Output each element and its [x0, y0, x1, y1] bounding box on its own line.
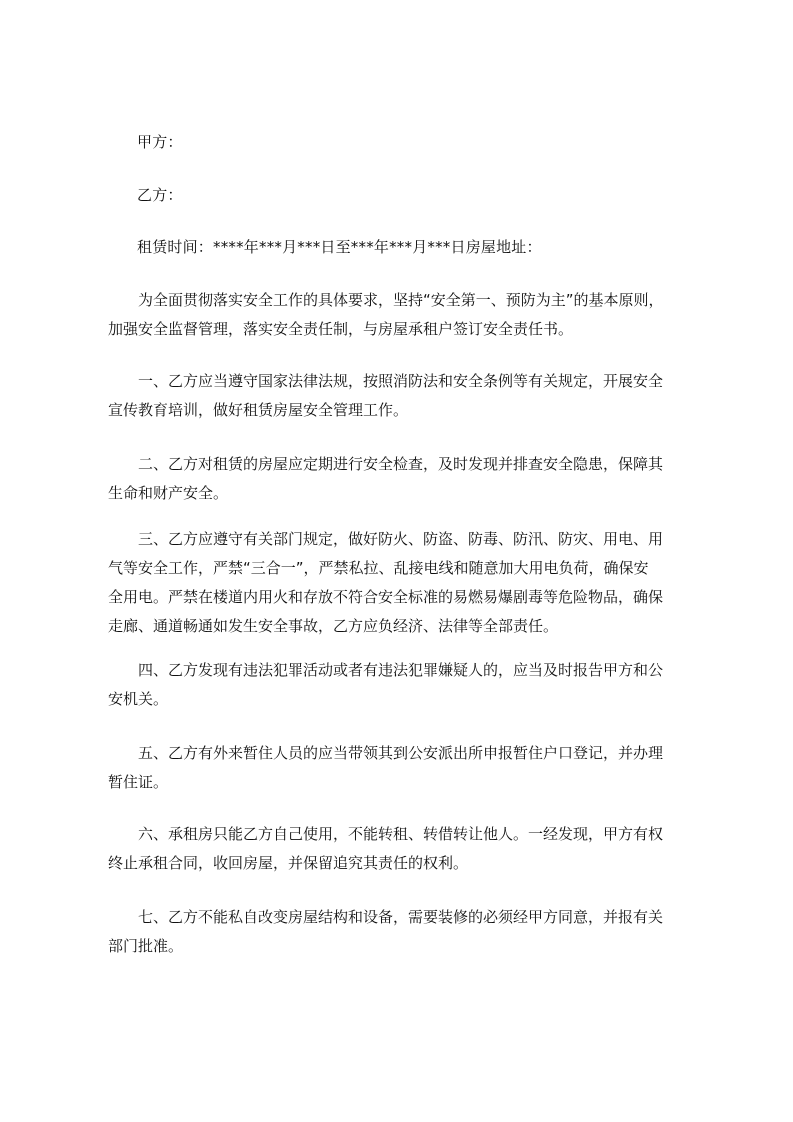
paragraph-item-6: [108, 820, 708, 878]
paragraph-line: 全用电。严禁在楼道内用火和存放不符合安全标准的易燃易爆剧毒等危险物品，确保: [108, 588, 664, 606]
paragraph-line: 气等安全工作，严禁“三合一”，严禁私拉、乱接电线和随意加大用电负荷，确保安: [108, 559, 649, 577]
paragraph-line: 五、乙方有外来暂住人员的应当带领其到公安派出所申报暂住户口登记，并办理: [138, 744, 664, 762]
paragraph-line: 为全面贯彻落实安全工作的具体要求，坚持“安全第一、预防为主”的基本原则，: [138, 291, 664, 309]
paragraph-line: 宣传教育培训，做好租赁房屋安全管理工作。: [108, 401, 409, 419]
paragraph-item-1: [108, 367, 708, 425]
paragraph-line: 一、乙方应当遵守国家法律法规，按照消防法和安全条例等有关规定，开展安全: [138, 372, 664, 390]
paragraph-line: 七、乙方不能私自改变房屋结构和设备，需要装修的必须经甲方同意，并报有关: [138, 908, 664, 926]
party-a-label: 甲方：: [137, 133, 183, 151]
party-b-label: 乙方：: [137, 186, 183, 204]
paragraph-line: 部门批准。: [108, 937, 184, 955]
paragraph-item-3: [108, 525, 708, 641]
paragraph-item-2: [108, 450, 708, 508]
paragraph-item-5: [108, 739, 708, 797]
paragraph-line: 终止承租合同，收回房屋，并保留追究其责任的权利。: [108, 854, 469, 872]
paragraph-line: 暂住证。: [108, 773, 169, 791]
paragraph-item-4: [108, 656, 708, 714]
paragraph-line: 三、乙方应遵守有关部门规定，做好防火、防盗、防毒、防汛、防灾、用电、用: [138, 530, 664, 548]
paragraph-line: 生命和财产安全。: [108, 484, 229, 502]
paragraph-line: 六、承租房只能乙方自己使用，不能转租、转借转让他人。一经发现，甲方有权: [138, 825, 664, 843]
paragraph-line: 二、乙方对租赁的房屋应定期进行安全检查，及时发现并排查安全隐患，保障其: [138, 455, 664, 473]
paragraph-line: 安机关。: [108, 690, 169, 708]
paragraph-item-7: [108, 903, 708, 961]
paragraph-line: 加强安全监督管理，落实安全责任制，与房屋承租户签订安全责任书。: [108, 320, 574, 338]
paragraph-line: 四、乙方发现有违法犯罪活动或者有违法犯罪嫌疑人的，应当及时报告甲方和公: [138, 661, 664, 679]
paragraph-intro: [108, 286, 708, 344]
paragraph-line: 走廊、通道畅通如发生安全事故，乙方应负经济、法律等全部责任。: [108, 617, 559, 635]
lease-time-line: 租赁时间：****年***月***日至***年***月***日房屋地址：: [137, 238, 542, 256]
